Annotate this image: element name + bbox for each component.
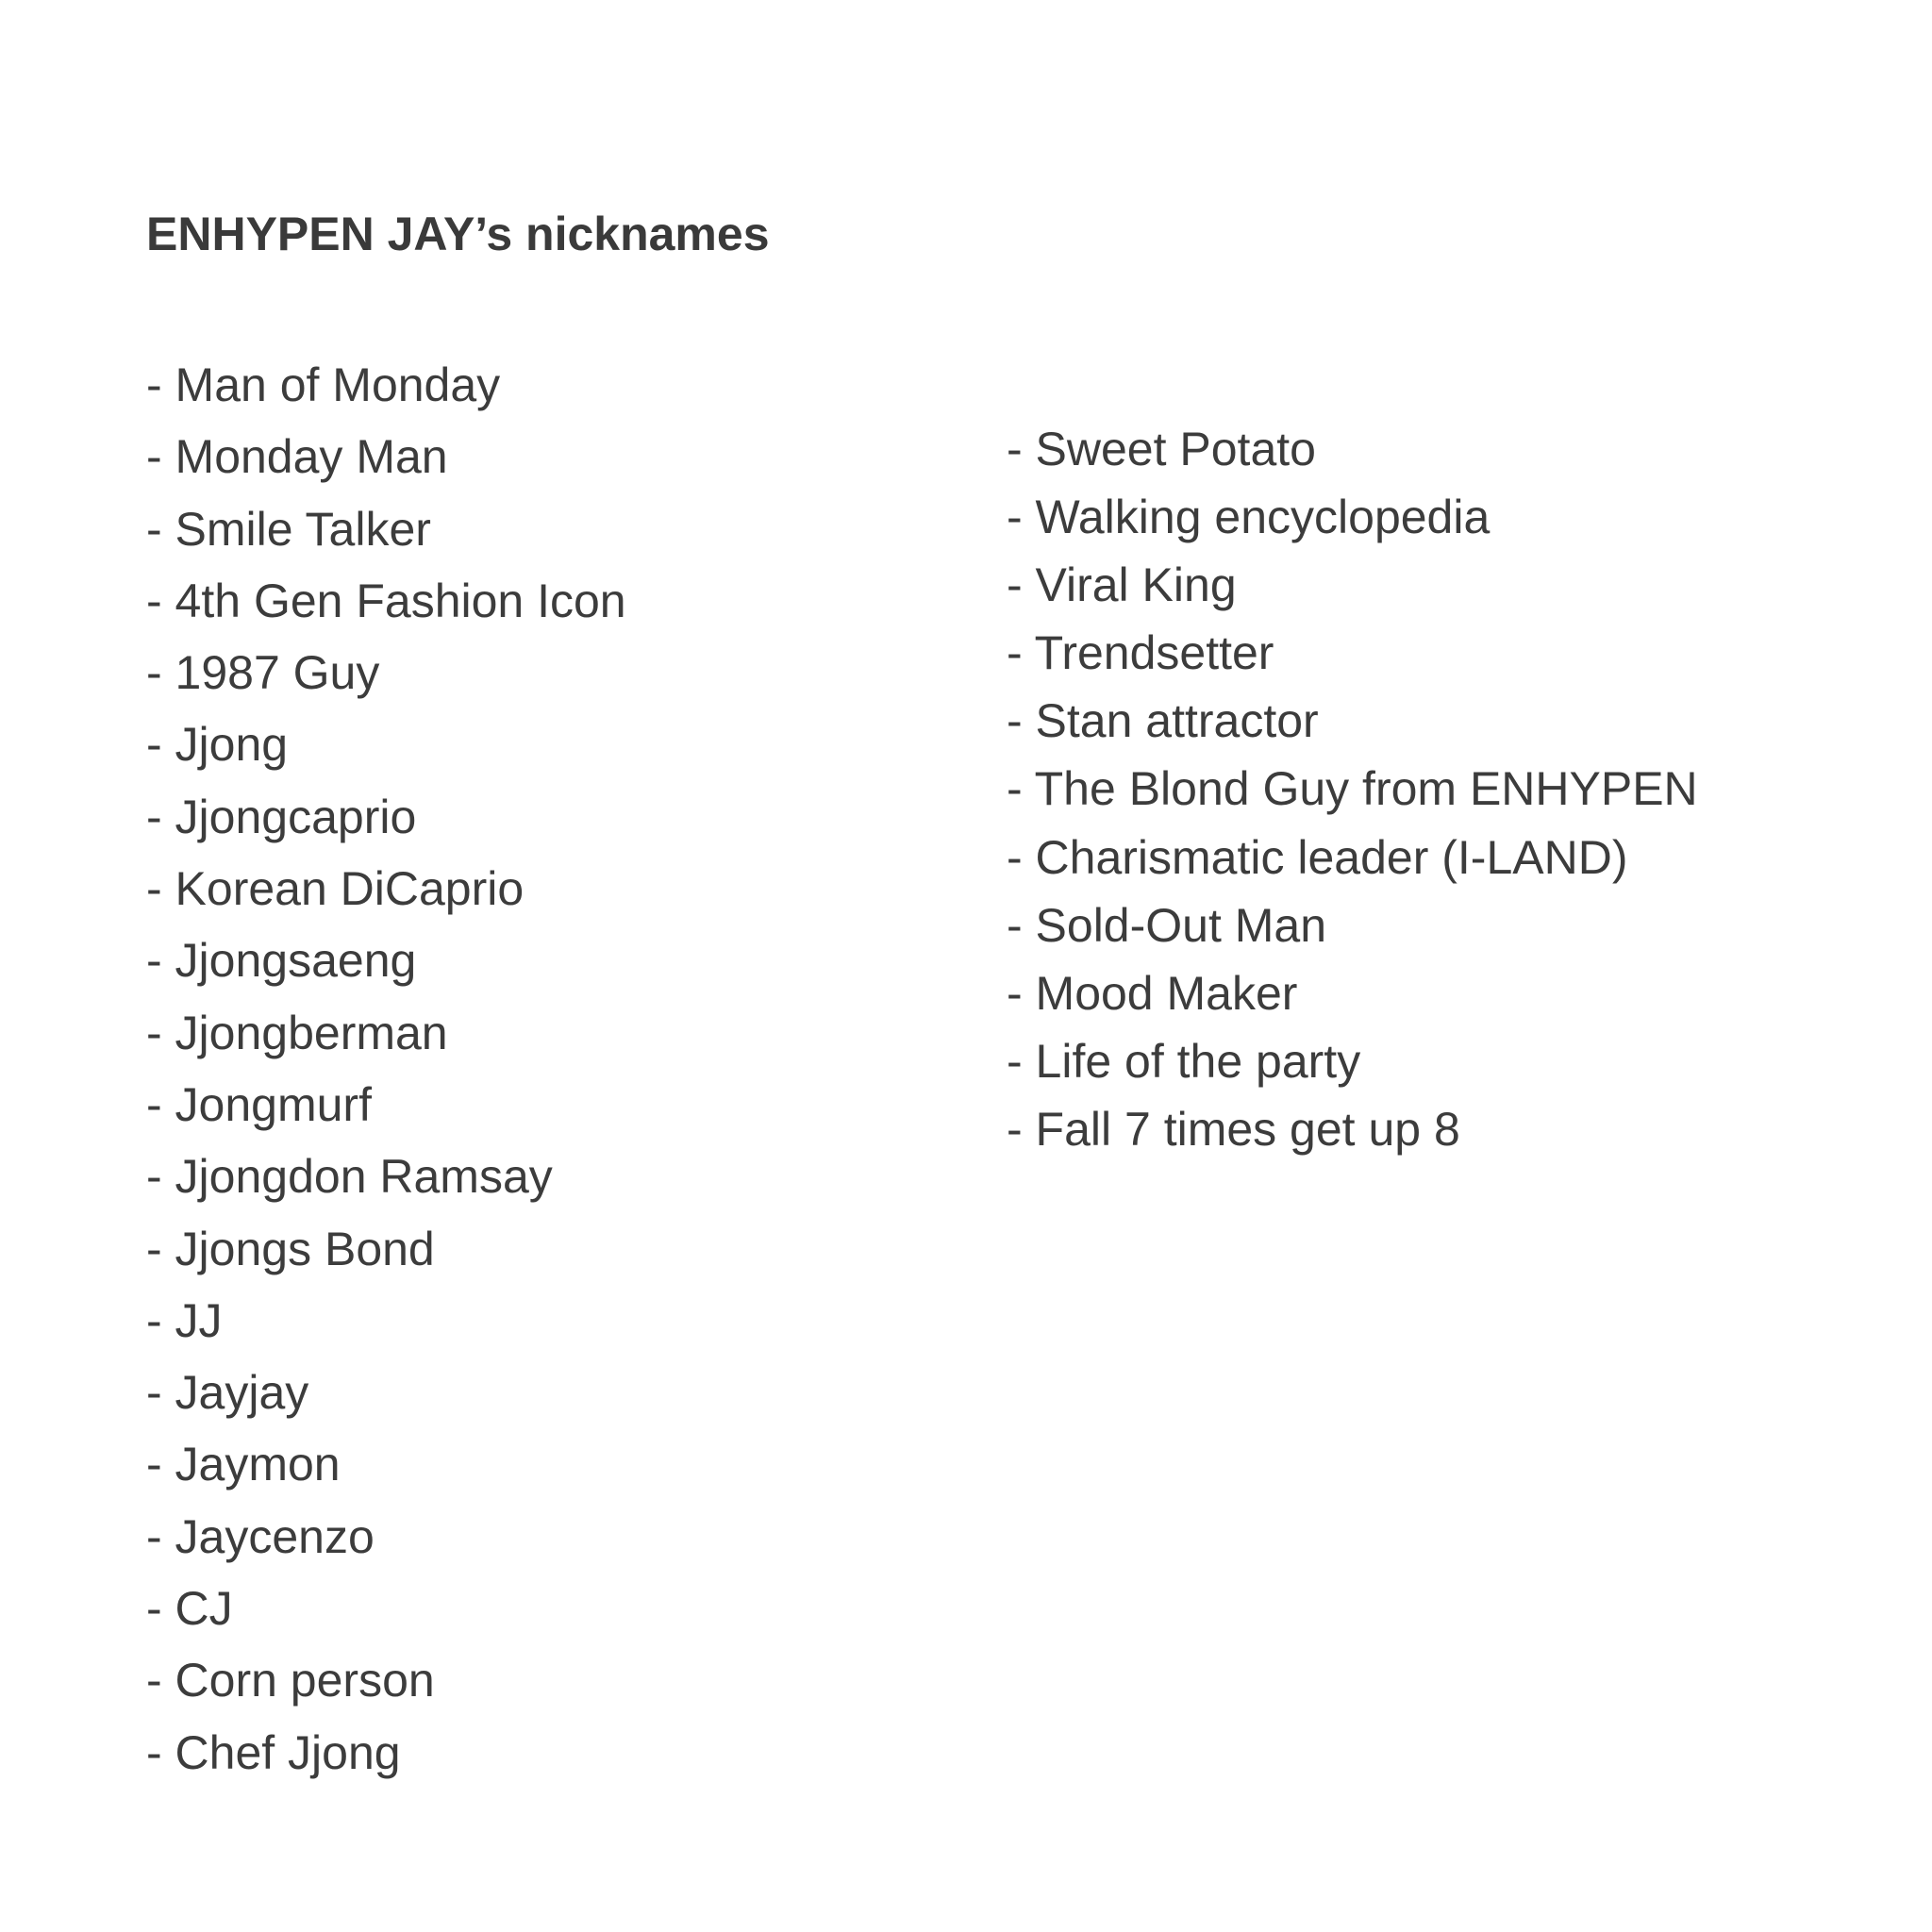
list-item: - The Blond Guy from ENHYPEN (1007, 762, 1698, 816)
list-item: - Mood Maker (1007, 966, 1298, 1020)
list-item: - Corn person (146, 1654, 435, 1707)
list-item: - Jjong (146, 718, 289, 772)
list-item: - Jjongcaprio (146, 790, 417, 843)
list-item: - Sold-Out Man (1007, 898, 1327, 952)
list-item: - Smile Talker (146, 502, 431, 556)
list-item: - Jongmurf (146, 1077, 372, 1131)
nickname-list-right (1007, 415, 1698, 1163)
list-item: - JJ (146, 1293, 223, 1347)
list-item: - Trendsetter (1007, 626, 1274, 680)
list-item: - Fall 7 times get up 8 (1007, 1102, 1460, 1156)
list-item: - Sweet Potato (1007, 423, 1316, 475)
list-item: - Stan attractor (1007, 694, 1319, 748)
list-item: - Viral King (1007, 558, 1237, 612)
list-item: - Jjongsaeng (146, 934, 417, 988)
list-item: - Man of Monday (146, 358, 501, 411)
list-item: - Jaycenzo (146, 1509, 375, 1563)
list-item: - Charismatic leader (I-LAND) (1007, 830, 1628, 884)
list-item: - Jjongberman (146, 1006, 448, 1059)
nickname-list-left (146, 349, 626, 1789)
list-item: - Korean DiCaprio (146, 862, 525, 916)
list-item: - CJ (146, 1582, 233, 1636)
list-item: - Life of the party (1007, 1034, 1361, 1088)
list-item: - Jaymon (146, 1438, 341, 1491)
note-title: ENHYPEN JAY’s nicknames (146, 208, 770, 260)
list-item: - 1987 Guy (146, 646, 380, 700)
list-item: - Jjongdon Ramsay (146, 1150, 553, 1204)
list-item: - Walking encyclopedia (1007, 491, 1491, 544)
list-item: - Monday Man (146, 430, 448, 484)
list-item: - Chef Jjong (146, 1725, 401, 1779)
list-item: - Jjongs Bond (146, 1222, 435, 1275)
list-item: - 4th Gen Fashion Icon (146, 574, 626, 627)
list-item: - Jayjay (146, 1366, 309, 1420)
